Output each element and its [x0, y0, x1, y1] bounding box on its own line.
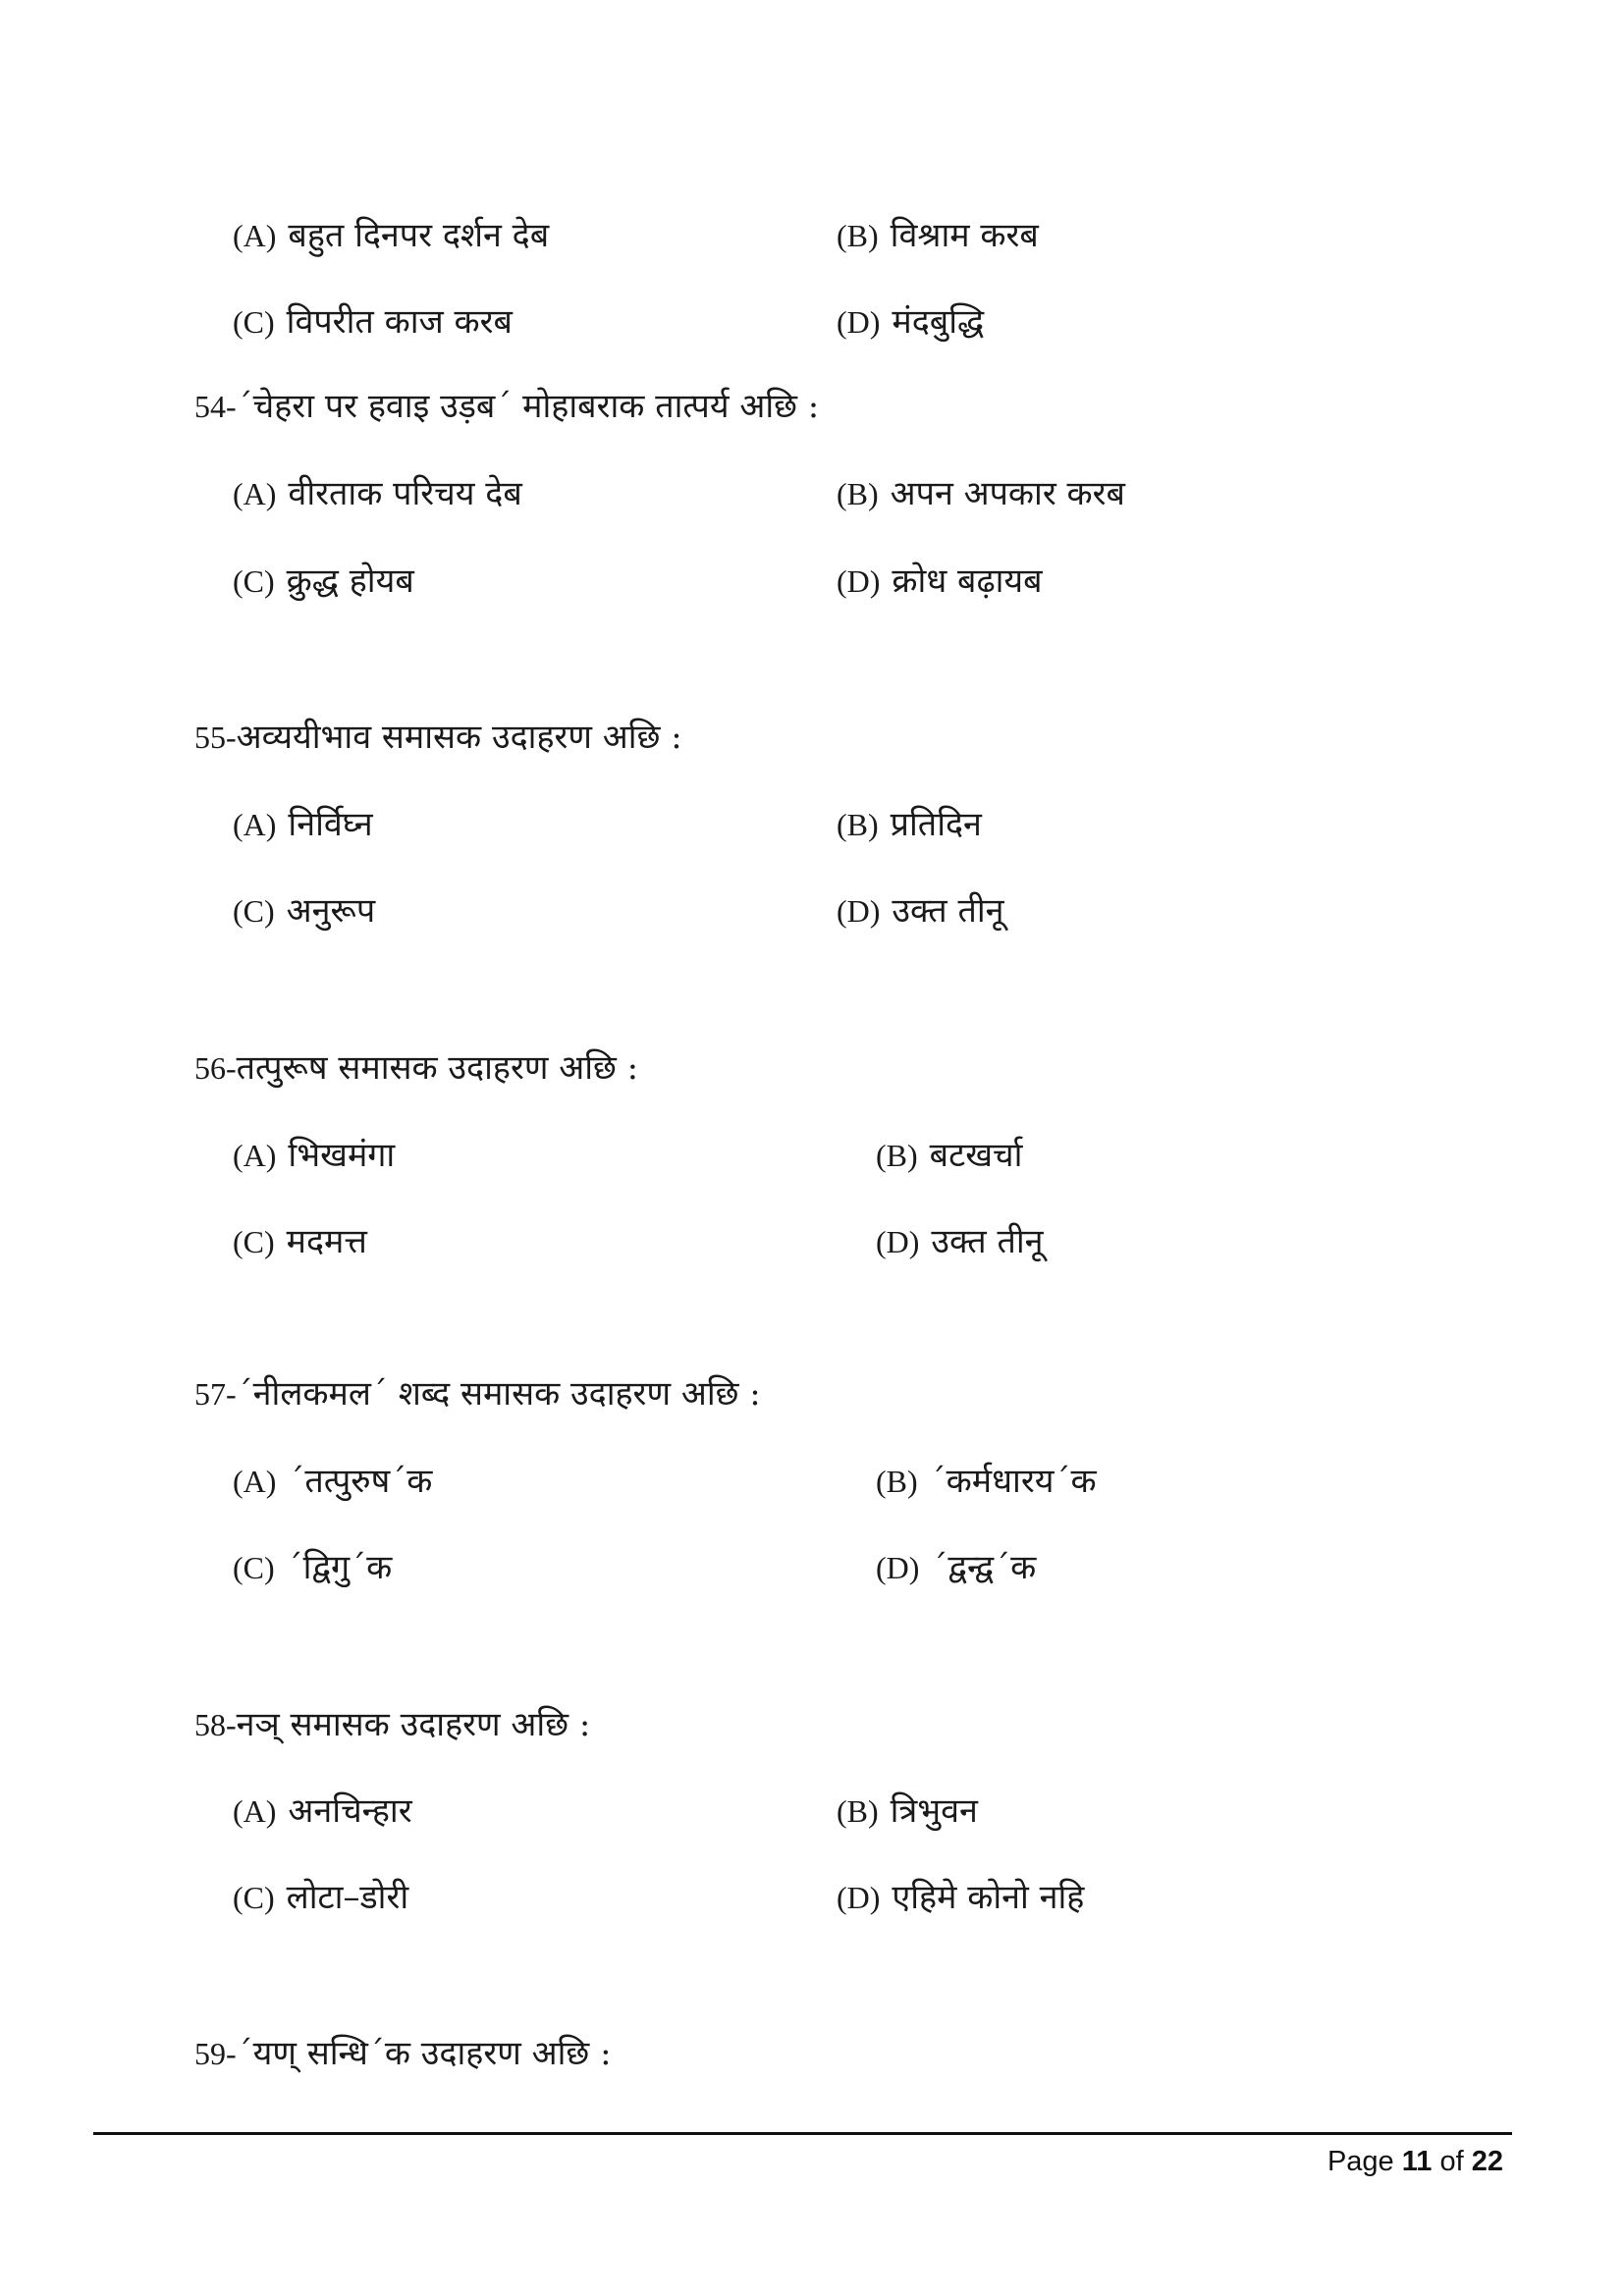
option-tag: (C) — [233, 563, 275, 599]
option-a — [233, 803, 373, 846]
option-tag: (D) — [837, 893, 881, 929]
question-number: 59- — [194, 2036, 237, 2071]
option-b — [837, 803, 982, 846]
option-b — [837, 472, 1125, 515]
question-stem — [194, 1046, 638, 1090]
option-a — [233, 1134, 395, 1177]
page-number — [1327, 2143, 1503, 2180]
option-d — [876, 1220, 1044, 1263]
option-c — [233, 1220, 367, 1263]
option-c — [233, 560, 414, 603]
option-d — [837, 300, 984, 344]
option-text: बहुत दिनपर दर्शन देब — [288, 216, 550, 255]
option-text: क्रोध बढ़ायब — [892, 561, 1043, 601]
option-tag: (A) — [233, 1464, 277, 1499]
option-tag: (C) — [233, 893, 275, 929]
option-a — [233, 214, 549, 257]
question-stem — [194, 1372, 761, 1415]
option-b — [837, 1789, 978, 1833]
question-stem — [194, 716, 682, 759]
option-text: क्रुद्ध होयब — [286, 561, 414, 601]
option-a — [233, 1789, 412, 1833]
option-text: अपन अपकार करब — [890, 474, 1125, 513]
option-a — [233, 1460, 432, 1503]
option-tag: (D) — [837, 304, 881, 340]
option-tag: (B) — [837, 476, 879, 511]
option-text: मंदबुद्धि — [892, 302, 985, 342]
question-text: अव्ययीभाव समासक उदाहरण अछि : — [236, 718, 682, 757]
option-tag: (D) — [837, 1880, 881, 1915]
option-text: ´कर्मधारय´क — [929, 1462, 1097, 1501]
question-number: 55- — [194, 720, 237, 755]
option-tag: (B) — [876, 1464, 918, 1499]
option-tag: (C) — [233, 1224, 275, 1259]
option-tag: (A) — [233, 476, 277, 511]
option-tag: (A) — [233, 807, 277, 842]
option-c — [233, 300, 513, 344]
question-stem — [194, 385, 819, 428]
option-c — [233, 1546, 392, 1589]
option-text: एहिमे कोनो नहि — [892, 1878, 1085, 1917]
question-text: ´चेहरा पर हवाइ उड़ब´ मोहाबराक तात्पर्य अछि : — [236, 387, 820, 426]
option-b — [876, 1460, 1097, 1503]
page-current: 11 — [1401, 2146, 1433, 2177]
option-text: वीरताक परिचय देब — [288, 474, 522, 513]
option-text: उक्त तीनू — [892, 891, 1004, 931]
option-tag: (B) — [837, 807, 879, 842]
option-tag: (D) — [876, 1550, 920, 1585]
option-text: विपरीत काज करब — [286, 302, 513, 342]
page-prefix: Page — [1326, 2146, 1402, 2177]
option-text: लोटा–डोरी — [286, 1878, 409, 1917]
option-tag: (B) — [837, 218, 879, 253]
option-text: त्रिभुवन — [890, 1791, 978, 1831]
option-tag: (A) — [233, 1138, 277, 1173]
question-number: 57- — [194, 1376, 237, 1412]
option-c — [233, 889, 375, 933]
option-tag: (B) — [837, 1793, 879, 1829]
option-text: ´द्वन्द्व´क — [931, 1548, 1037, 1587]
option-a — [233, 472, 522, 515]
option-text: अनचिन्हार — [288, 1791, 412, 1831]
option-d — [837, 1876, 1084, 1919]
option-text: विश्राम करब — [890, 216, 1039, 255]
option-tag: (B) — [876, 1138, 918, 1173]
page-total: 22 — [1471, 2146, 1503, 2177]
option-c — [233, 1876, 408, 1919]
question-text: नञ् समासक उदाहरण अछि : — [236, 1705, 591, 1744]
option-text: बटखर्चा — [929, 1136, 1023, 1175]
option-tag: (D) — [837, 563, 881, 599]
option-b — [876, 1134, 1022, 1177]
option-tag: (C) — [233, 304, 275, 340]
option-tag: (D) — [876, 1224, 920, 1259]
option-text: ´तत्पुरुष´क — [288, 1462, 433, 1501]
option-d — [837, 560, 1043, 603]
footer-divider — [93, 2132, 1512, 2135]
option-d — [837, 889, 1004, 933]
option-text: मदमत्त — [286, 1222, 367, 1261]
question-number: 58- — [194, 1707, 237, 1742]
option-text: अनुरूप — [286, 891, 376, 931]
page-mid: of — [1432, 2146, 1472, 2177]
question-number: 56- — [194, 1050, 237, 1086]
option-tag: (C) — [233, 1550, 275, 1585]
option-text: निर्विघ्न — [288, 805, 373, 844]
option-tag: (A) — [233, 218, 277, 253]
question-text: ´यण् सन्धि´क उदाहरण अछि : — [236, 2034, 612, 2073]
option-text: ´द्विगु´क — [286, 1548, 393, 1587]
option-text: उक्त तीनू — [931, 1222, 1044, 1261]
option-text: भिखमंगा — [288, 1136, 396, 1175]
question-text: ´नीलकमल´ शब्द समासक उदाहरण अछि : — [236, 1374, 761, 1414]
option-d — [876, 1546, 1036, 1589]
question-stem — [194, 2032, 612, 2075]
option-tag: (A) — [233, 1793, 277, 1829]
option-b — [837, 214, 1039, 257]
option-text: प्रतिदिन — [890, 805, 982, 844]
option-tag: (C) — [233, 1880, 275, 1915]
question-number: 54- — [194, 389, 237, 424]
question-stem — [194, 1703, 590, 1746]
question-text: तत्पुरूष समासक उदाहरण अछि : — [236, 1048, 639, 1088]
